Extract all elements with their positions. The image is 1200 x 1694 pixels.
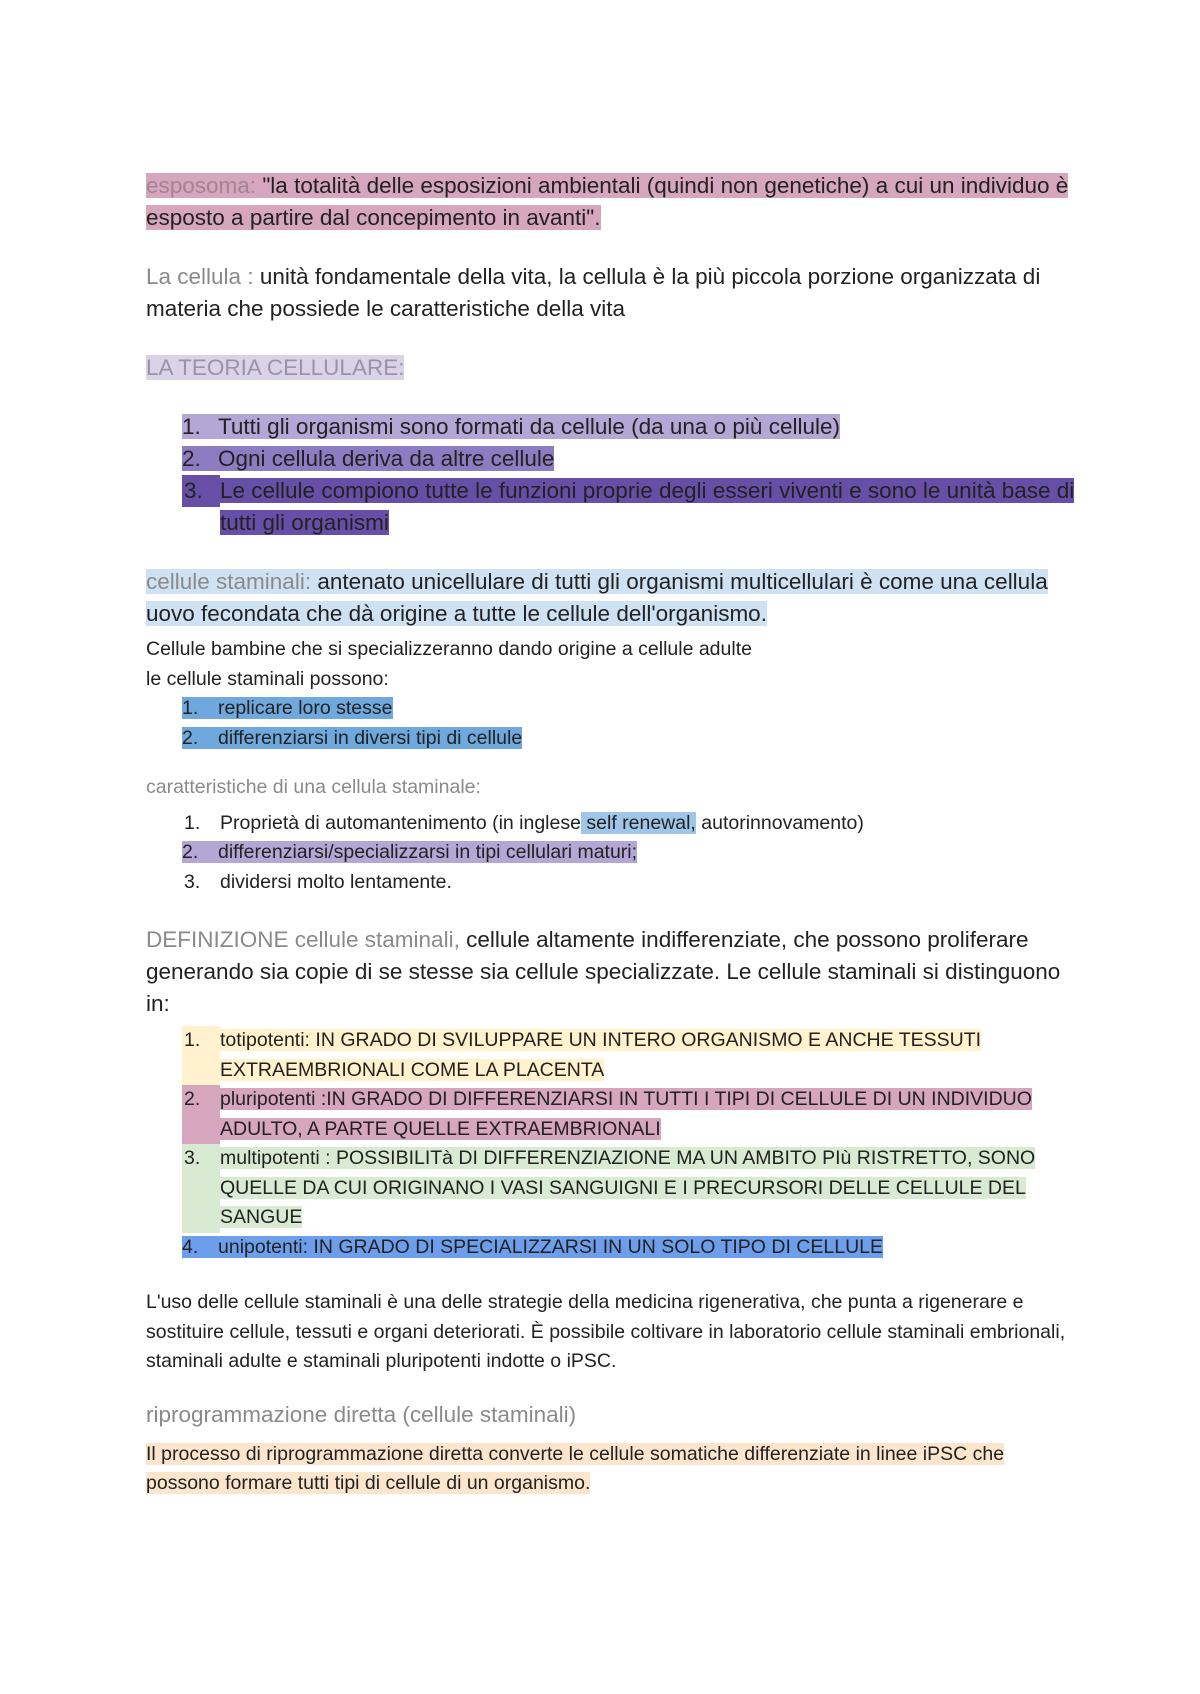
- list-text-before: Proprietà di automantenimento (in inglese: [220, 811, 581, 834]
- teoria-item-2: [182, 446, 554, 471]
- definizione-term: DEFINIZIONE cellule staminali,: [146, 927, 460, 952]
- list-number: 2.: [182, 726, 199, 749]
- teoria-list: [146, 411, 1076, 539]
- list-text: Ogni cellula deriva da altre cellule: [218, 446, 555, 471]
- document-body: [146, 170, 1076, 1499]
- cellula-paragraph: [146, 261, 1076, 325]
- list-item: [182, 1144, 1076, 1233]
- teoria-heading-text: LA TEORIA CELLULARE:: [146, 355, 405, 380]
- esposoma-highlight: [146, 173, 1068, 230]
- esposoma-paragraph: [146, 170, 1076, 234]
- unipotenti-item: [182, 1236, 883, 1258]
- riprogrammazione-paragraph: [146, 1440, 1076, 1499]
- caratteristiche-heading: caratteristiche di una cellula staminale:: [146, 776, 481, 798]
- staminali-term: cellule staminali:: [146, 569, 312, 594]
- teoria-item-3: Le cellule compiono tutte le funzioni proprie degli esseri viventi e sono le unità base di tutti gli organismi: [220, 478, 1075, 535]
- staminali-definition: antenato unicellulare di tutti gli organismi multicellulari è come una cellula uovo fecondata che dà origine a tutte le cellule dell'organismo.: [146, 569, 1048, 626]
- staminali-line-2: le cellule staminali possono:: [146, 667, 389, 690]
- list-number: 3.: [182, 475, 220, 507]
- esposoma-term: esposoma:: [146, 173, 257, 198]
- list-number: 1.: [182, 414, 201, 439]
- definizione-list: [146, 1026, 1076, 1262]
- list-item: [182, 411, 1076, 443]
- staminali-item-2: [182, 727, 522, 749]
- list-text: [220, 809, 1076, 839]
- esposoma-definition: "la totalità delle esposizioni ambientali (quindi non genetiche) a cui un individuo è esposto a partire dal concepimento in avanti".: [146, 173, 1069, 230]
- list-item: [182, 724, 1076, 754]
- multipotenti-item: multipotenti : POSSIBILITà DI DIFFERENZIAZIONE MA UN AMBITO PIù RISTRETTO, SONO QUELLE DA CUI ORIGINANO I VASI SANGUIGNI E I PRECURSORI DELLE CELLULE DEL SANGUE: [220, 1147, 1036, 1228]
- list-number: 1.: [182, 1026, 220, 1085]
- list-number: 1.: [182, 697, 199, 719]
- list-text: differenziarsi in diversi tipi di cellule: [218, 726, 523, 749]
- riprogrammazione-text: Il processo di riprogrammazione diretta converte le cellule somatiche differenziate in linee iPSC che possono formare tutti tipi di cellule di un organismo.: [146, 1442, 1005, 1494]
- uso-paragraph: L'uso delle cellule staminali è una delle strategie della medicina rigenerativa, che punta a rigenerare e sostituire cellule, tessuti e organi deteriorati. È possibile coltivare in laboratorio cellule staminali embrionali, staminali adulte e staminali pluripotenti indotte o iPSC.: [146, 1291, 1066, 1372]
- list-item: [182, 868, 1076, 898]
- list-item: [182, 694, 1076, 724]
- list-item: [182, 1085, 1076, 1144]
- list-number: 1.: [184, 811, 201, 834]
- list-item: [182, 838, 1076, 868]
- caratteristiche-item-2: [182, 841, 637, 863]
- list-number: 2.: [182, 841, 199, 863]
- list-number: 4.: [182, 1235, 199, 1258]
- totipotenti-item: totipotenti: IN GRADO DI SVILUPPARE UN INTERO ORGANISMO E ANCHE TESSUTI EXTRAEMBRIONALI COME LA PLACENTA: [220, 1029, 982, 1081]
- list-text: replicare loro stesse: [218, 697, 393, 719]
- teoria-item-1: [182, 414, 840, 439]
- list-item: [182, 475, 1076, 539]
- list-item: [182, 809, 1076, 839]
- staminali-list: [146, 694, 1076, 753]
- list-text: unipotenti: IN GRADO DI SPECIALIZZARSI IN UN SOLO TIPO DI CELLULE: [218, 1235, 884, 1258]
- list-item: [182, 1026, 1076, 1085]
- list-text-after: autorinnovamento): [695, 811, 864, 834]
- list-number: 3.: [184, 870, 201, 893]
- list-text: Tutti gli organismi sono formati da cellule (da una o più cellule): [218, 414, 840, 439]
- staminali-item-1: [182, 697, 393, 719]
- definizione-paragraph: [146, 924, 1076, 1020]
- teoria-heading: [146, 352, 1076, 384]
- staminali-paragraph: [146, 566, 1076, 630]
- staminali-line-1: Cellule bambine che si specializzeranno dando origine a cellule adulte: [146, 638, 752, 660]
- list-text: differenziarsi/specializzarsi in tipi cellulari maturi;: [218, 841, 638, 863]
- list-number: 2.: [182, 1085, 220, 1144]
- cellula-definition: unità fondamentale della vita, la cellula è la più piccola porzione organizzata di materia che possiede le caratteristiche della vita: [146, 264, 1041, 321]
- list-text: dividersi molto lentamente.: [220, 870, 452, 893]
- self-renewal-highlight: self renewal,: [580, 811, 696, 834]
- staminali-highlight: [146, 569, 1048, 626]
- pluripotenti-item: pluripotenti :IN GRADO DI DIFFERENZIARSI IN TUTTI I TIPI DI CELLULE DI UN INDIVIDUO ADULTO, A PARTE QUELLE EXTRAEMBRIONALI: [220, 1088, 1032, 1140]
- list-number: 2.: [182, 446, 201, 471]
- list-item: [182, 1233, 1076, 1263]
- riprogrammazione-heading: riprogrammazione diretta (cellule staminali): [146, 1401, 577, 1427]
- definizione-text: cellule altamente indifferenziate, che possono proliferare generando sia copie di se stesse sia cellule specializzate. Le cellule staminali si distinguono in:: [146, 927, 1061, 1016]
- caratteristiche-list: [146, 809, 1076, 898]
- list-number: 3.: [182, 1144, 220, 1233]
- list-item: [182, 443, 1076, 475]
- cellula-term: La cellula :: [146, 264, 254, 289]
